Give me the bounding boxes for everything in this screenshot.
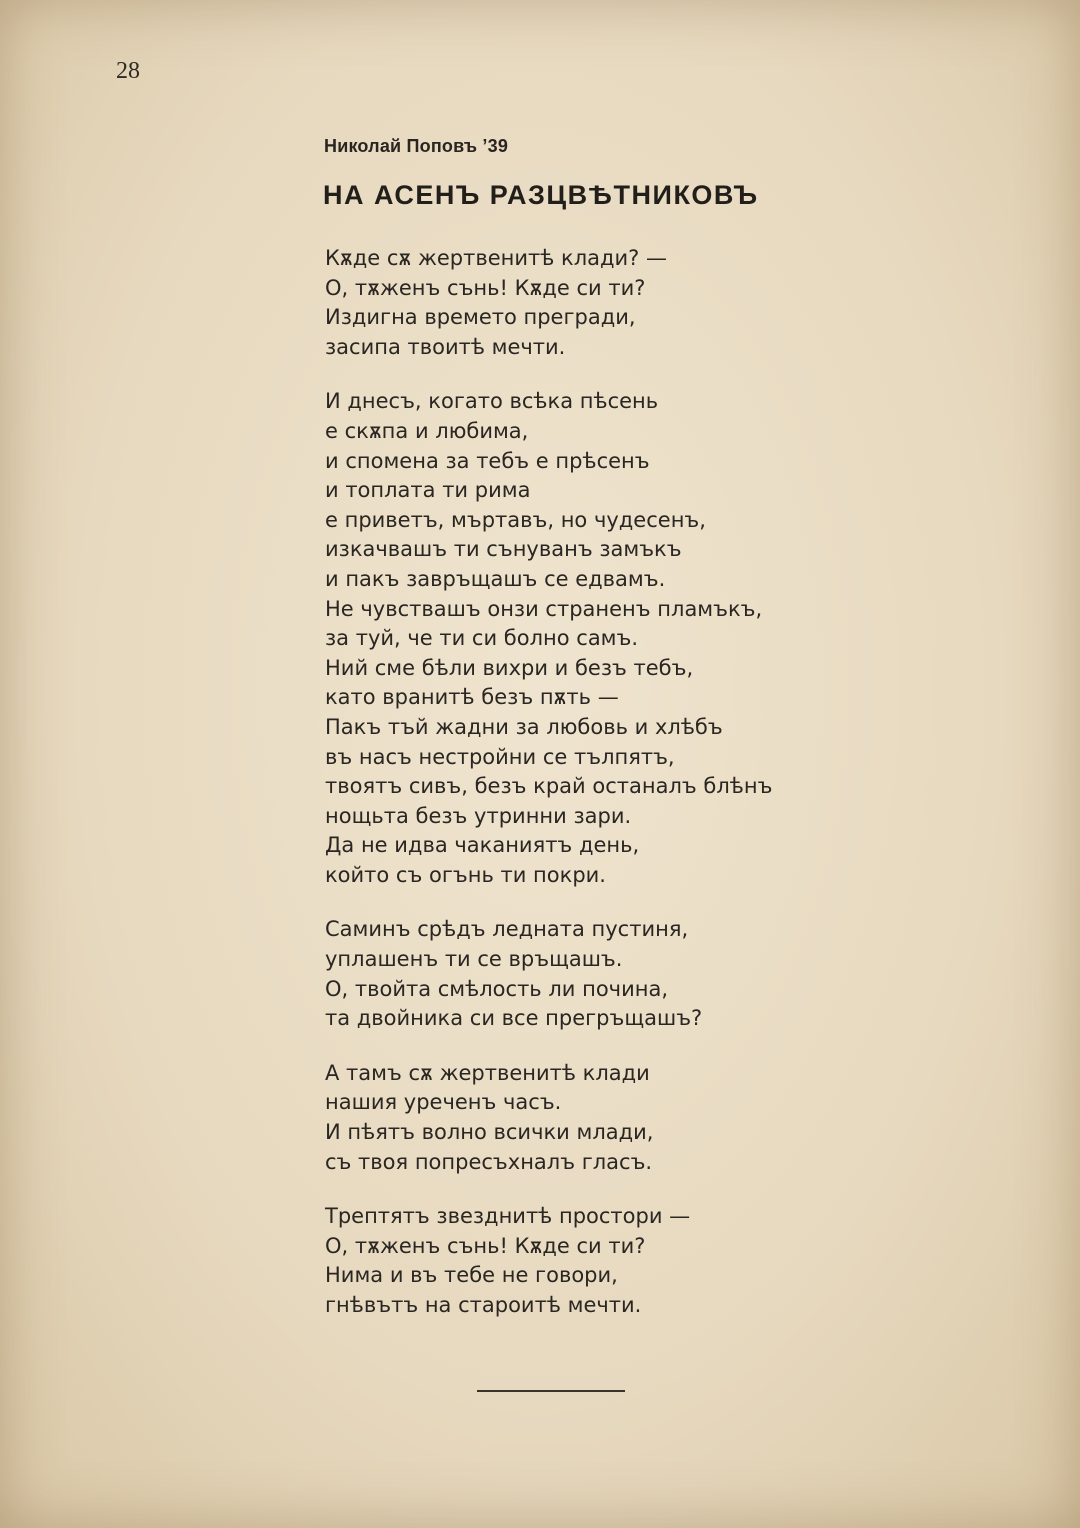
poem-line: Саминъ срѣдъ ледната пустиня,	[325, 917, 689, 942]
page-number: 28	[116, 58, 140, 84]
poem-line: Пакъ тъй жадни за любовь и хлѣбъ	[325, 714, 723, 739]
poem-line: който съ огънь ти покри.	[325, 862, 606, 887]
stanza	[325, 915, 885, 1033]
poem-line: засипа твоитѣ мечти.	[325, 334, 566, 359]
poem-line: Да не идва чаканиятъ день,	[325, 833, 640, 858]
poem-line: Не чувствашъ онзи страненъ пламъкъ,	[325, 596, 763, 621]
poem-line: нощьта безъ утринни зари.	[325, 803, 632, 828]
poem-line: уплашенъ ти се връщашъ.	[325, 947, 623, 972]
poem-line: Нима и въ тебе не говори,	[325, 1263, 618, 1288]
stanza	[325, 387, 885, 890]
poem-line: като вранитѣ безъ пѫть —	[325, 685, 619, 710]
poem-line: А тамъ сѫ жертвенитѣ клади	[325, 1060, 650, 1085]
author-line: Николай Поповъ ’39	[324, 136, 509, 156]
poem-line: Ний сме бѣли вихри и безъ тебъ,	[325, 655, 694, 680]
poem-line: е скѫпа и любима,	[325, 418, 529, 443]
end-rule-divider	[477, 1390, 625, 1392]
poem-line: Трептятъ звезднитѣ простори —	[325, 1204, 691, 1229]
poem-body	[325, 244, 885, 1346]
poem-line: О, тѫженъ сънь! Кѫде си ти?	[325, 275, 646, 300]
poem-line: и пакъ завръщашъ се едвамъ.	[325, 566, 666, 591]
poem-line: О, тѫженъ сънь! Кѫде си ти?	[325, 1233, 646, 1258]
poem-line: нашия уреченъ часъ.	[325, 1090, 562, 1115]
poem-line: и спомена за тебъ е прѣсенъ	[325, 448, 650, 473]
stanza	[325, 244, 885, 362]
stanza	[325, 1202, 885, 1320]
poem-line: гнѣвътъ на староитѣ мечти.	[325, 1293, 642, 1317]
poem-title: НА АСЕНЪ РАЗЦВѢТНИКОВЪ	[323, 180, 759, 210]
poem-line: та двойника си все прегръщашъ?	[325, 1006, 703, 1031]
poem-line: е приветъ, мъртавъ, но чудесенъ,	[325, 507, 706, 532]
poem-line: за туй, че ти си болно самъ.	[325, 626, 639, 651]
poem-line: изкачвашъ ти сънуванъ замъкъ	[325, 537, 682, 562]
poem-line: И днесъ, когато всѣка пѣсень	[325, 389, 659, 414]
poem-line: Издигна времето прегради,	[325, 305, 636, 330]
poem-line: въ насъ нестройни се тълпятъ,	[325, 744, 675, 769]
stanza	[325, 1059, 885, 1177]
poem-line: Кѫде сѫ жертвенитѣ клади? —	[325, 246, 667, 270]
poem-line: И пѣятъ волно всички млади,	[325, 1120, 654, 1145]
poem-line: твоятъ сивъ, безъ край останалъ блѣнъ	[325, 774, 773, 799]
poem-line: съ твоя попресъхналъ гласъ.	[325, 1149, 653, 1174]
poem-line: О, твойта смѣлость ли почина,	[325, 976, 669, 1001]
poem-line: и топлата ти рима	[325, 478, 531, 503]
